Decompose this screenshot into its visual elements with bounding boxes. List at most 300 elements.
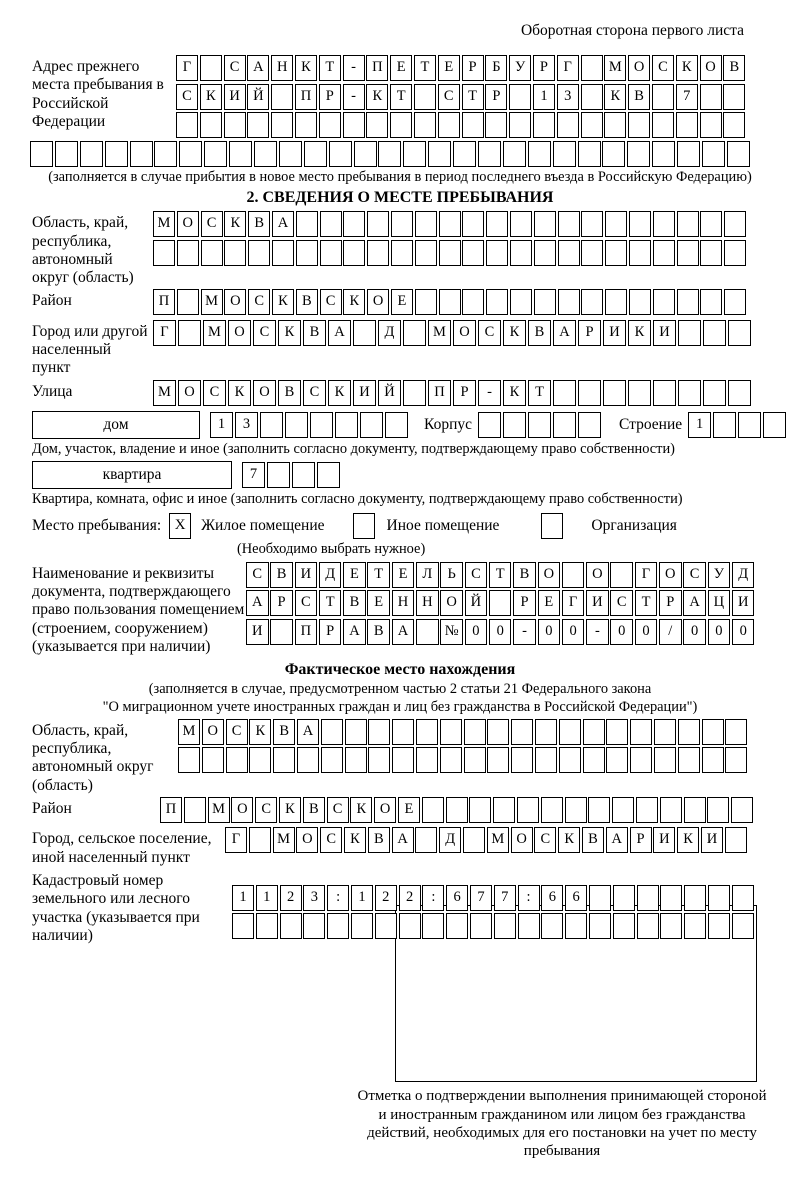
char-cell[interactable]: [486, 289, 508, 315]
char-cell[interactable]: А: [343, 619, 366, 645]
char-cell[interactable]: [678, 320, 701, 346]
char-cell[interactable]: [391, 211, 413, 237]
char-cell[interactable]: В: [628, 84, 650, 110]
char-cell[interactable]: [414, 84, 436, 110]
char-cell[interactable]: [578, 380, 601, 406]
char-cell[interactable]: [271, 112, 293, 138]
char-cell[interactable]: -: [343, 55, 365, 81]
char-cell[interactable]: [583, 747, 605, 773]
char-cell[interactable]: [178, 320, 201, 346]
char-cell[interactable]: 3: [235, 412, 258, 438]
char-cell[interactable]: [637, 913, 659, 939]
char-cell[interactable]: 0: [708, 619, 731, 645]
char-cell[interactable]: [272, 240, 294, 266]
char-cell[interactable]: А: [553, 320, 576, 346]
char-cell[interactable]: В: [368, 827, 390, 853]
char-cell[interactable]: [354, 141, 377, 167]
char-cell[interactable]: [462, 289, 484, 315]
char-cell[interactable]: :: [422, 885, 444, 911]
char-cell[interactable]: [660, 797, 682, 823]
char-cell[interactable]: Р: [630, 827, 652, 853]
char-cell[interactable]: [653, 240, 675, 266]
char-cell[interactable]: С: [303, 380, 326, 406]
char-cell[interactable]: 2: [399, 885, 421, 911]
char-cell[interactable]: [270, 619, 293, 645]
char-cell[interactable]: [724, 289, 746, 315]
char-cell[interactable]: [677, 141, 700, 167]
char-cell[interactable]: [610, 562, 633, 588]
char-cell[interactable]: 7: [242, 462, 265, 488]
char-cell[interactable]: [55, 141, 78, 167]
char-cell[interactable]: Т: [390, 84, 412, 110]
char-cell[interactable]: Г: [557, 55, 579, 81]
char-cell[interactable]: [636, 797, 658, 823]
char-cell[interactable]: [703, 380, 726, 406]
char-cell[interactable]: 0: [489, 619, 512, 645]
char-cell[interactable]: [702, 747, 724, 773]
char-cell[interactable]: [763, 412, 786, 438]
char-cell[interactable]: [327, 913, 349, 939]
char-cell[interactable]: [613, 885, 635, 911]
char-cell[interactable]: [422, 797, 444, 823]
char-cell[interactable]: О: [440, 590, 463, 616]
char-cell[interactable]: [267, 462, 290, 488]
char-cell[interactable]: [581, 289, 603, 315]
char-cell[interactable]: В: [367, 619, 390, 645]
char-cell[interactable]: М: [201, 289, 223, 315]
char-cell[interactable]: [629, 289, 651, 315]
char-cell[interactable]: [652, 141, 675, 167]
char-cell[interactable]: -: [513, 619, 536, 645]
char-cell[interactable]: [153, 240, 175, 266]
char-cell[interactable]: [494, 913, 516, 939]
char-cell[interactable]: Л: [416, 562, 439, 588]
char-cell[interactable]: [343, 240, 365, 266]
char-cell[interactable]: 0: [562, 619, 585, 645]
char-cell[interactable]: Г: [562, 590, 585, 616]
char-cell[interactable]: 1: [232, 885, 254, 911]
char-cell[interactable]: К: [278, 320, 301, 346]
char-cell[interactable]: М: [604, 55, 626, 81]
char-cell[interactable]: [581, 211, 603, 237]
char-cell[interactable]: [565, 797, 587, 823]
char-cell[interactable]: [578, 412, 601, 438]
char-cell[interactable]: И: [246, 619, 269, 645]
char-cell[interactable]: Т: [489, 562, 512, 588]
char-cell[interactable]: [226, 747, 248, 773]
char-cell[interactable]: [653, 211, 675, 237]
char-cell[interactable]: И: [603, 320, 626, 346]
char-cell[interactable]: И: [701, 827, 723, 853]
char-cell[interactable]: С: [683, 562, 706, 588]
char-cell[interactable]: 2: [375, 885, 397, 911]
char-cell[interactable]: [602, 141, 625, 167]
char-cell[interactable]: В: [296, 289, 318, 315]
char-cell[interactable]: [732, 913, 754, 939]
char-cell[interactable]: [605, 289, 627, 315]
char-cell[interactable]: Т: [319, 590, 342, 616]
char-cell[interactable]: У: [509, 55, 531, 81]
char-cell[interactable]: [375, 913, 397, 939]
char-cell[interactable]: Р: [578, 320, 601, 346]
char-cell[interactable]: [329, 141, 352, 167]
char-cell[interactable]: 0: [635, 619, 658, 645]
char-cell[interactable]: [653, 289, 675, 315]
char-cell[interactable]: И: [224, 84, 246, 110]
char-cell[interactable]: [528, 412, 551, 438]
char-cell[interactable]: К: [272, 289, 294, 315]
char-cell[interactable]: К: [558, 827, 580, 853]
char-cell[interactable]: К: [224, 211, 246, 237]
char-cell[interactable]: [80, 141, 103, 167]
char-cell[interactable]: [493, 797, 515, 823]
char-cell[interactable]: [378, 141, 401, 167]
char-cell[interactable]: К: [343, 289, 365, 315]
char-cell[interactable]: [321, 747, 343, 773]
char-cell[interactable]: [343, 112, 365, 138]
char-cell[interactable]: [232, 913, 254, 939]
char-cell[interactable]: Р: [270, 590, 293, 616]
char-cell[interactable]: [403, 141, 426, 167]
char-cell[interactable]: [725, 719, 747, 745]
char-cell[interactable]: А: [328, 320, 351, 346]
char-cell[interactable]: [606, 747, 628, 773]
char-cell[interactable]: [653, 380, 676, 406]
char-cell[interactable]: Ц: [708, 590, 731, 616]
char-cell[interactable]: [558, 289, 580, 315]
char-cell[interactable]: [541, 913, 563, 939]
char-cell[interactable]: [416, 747, 438, 773]
char-cell[interactable]: [367, 211, 389, 237]
char-cell[interactable]: [249, 827, 271, 853]
char-cell[interactable]: К: [503, 320, 526, 346]
char-cell[interactable]: [628, 380, 651, 406]
char-cell[interactable]: [177, 289, 199, 315]
char-cell[interactable]: О: [628, 55, 650, 81]
char-cell[interactable]: [723, 112, 745, 138]
char-cell[interactable]: [534, 240, 556, 266]
char-cell[interactable]: Д: [732, 562, 755, 588]
char-cell[interactable]: Р: [659, 590, 682, 616]
char-cell[interactable]: [728, 380, 751, 406]
char-cell[interactable]: [439, 289, 461, 315]
char-cell[interactable]: [416, 619, 439, 645]
char-cell[interactable]: Е: [367, 590, 390, 616]
char-cell[interactable]: [503, 141, 526, 167]
char-cell[interactable]: [588, 797, 610, 823]
char-cell[interactable]: [403, 320, 426, 346]
char-cell[interactable]: В: [273, 719, 295, 745]
char-cell[interactable]: [351, 913, 373, 939]
char-cell[interactable]: [360, 412, 383, 438]
char-cell[interactable]: [439, 240, 461, 266]
char-cell[interactable]: [660, 885, 682, 911]
char-cell[interactable]: [700, 211, 722, 237]
char-cell[interactable]: [628, 112, 650, 138]
char-cell[interactable]: С: [320, 827, 342, 853]
char-cell[interactable]: [440, 719, 462, 745]
char-cell[interactable]: [509, 84, 531, 110]
char-cell[interactable]: [279, 141, 302, 167]
char-cell[interactable]: [581, 55, 603, 81]
char-cell[interactable]: И: [653, 320, 676, 346]
char-cell[interactable]: [589, 885, 611, 911]
char-cell[interactable]: В: [582, 827, 604, 853]
char-cell[interactable]: [310, 412, 333, 438]
char-cell[interactable]: [604, 112, 626, 138]
char-cell[interactable]: Т: [414, 55, 436, 81]
char-cell[interactable]: [415, 211, 437, 237]
char-cell[interactable]: [678, 747, 700, 773]
char-cell[interactable]: С: [248, 289, 270, 315]
char-cell[interactable]: Е: [390, 55, 412, 81]
char-cell[interactable]: [345, 719, 367, 745]
char-cell[interactable]: [654, 719, 676, 745]
char-cell[interactable]: А: [272, 211, 294, 237]
char-cell[interactable]: К: [249, 719, 271, 745]
char-cell[interactable]: О: [296, 827, 318, 853]
char-cell[interactable]: [654, 747, 676, 773]
char-cell[interactable]: О: [511, 827, 533, 853]
char-cell[interactable]: [738, 412, 761, 438]
char-cell[interactable]: М: [153, 211, 175, 237]
char-cell[interactable]: [677, 289, 699, 315]
char-cell[interactable]: 1: [351, 885, 373, 911]
char-cell[interactable]: Й: [247, 84, 269, 110]
char-cell[interactable]: [700, 112, 722, 138]
char-cell[interactable]: С: [295, 590, 318, 616]
char-cell[interactable]: [541, 797, 563, 823]
char-cell[interactable]: В: [303, 797, 325, 823]
char-cell[interactable]: А: [247, 55, 269, 81]
char-cell[interactable]: Й: [465, 590, 488, 616]
char-cell[interactable]: [562, 562, 585, 588]
char-cell[interactable]: [684, 913, 706, 939]
char-cell[interactable]: [453, 141, 476, 167]
char-cell[interactable]: [578, 141, 601, 167]
char-cell[interactable]: [637, 885, 659, 911]
char-cell[interactable]: [130, 141, 153, 167]
char-cell[interactable]: [470, 913, 492, 939]
char-cell[interactable]: С: [610, 590, 633, 616]
char-cell[interactable]: [700, 289, 722, 315]
char-cell[interactable]: [403, 380, 426, 406]
char-cell[interactable]: [630, 747, 652, 773]
char-cell[interactable]: -: [343, 84, 365, 110]
char-cell[interactable]: [249, 747, 271, 773]
char-cell[interactable]: [510, 240, 532, 266]
char-cell[interactable]: [439, 211, 461, 237]
char-cell[interactable]: К: [628, 320, 651, 346]
char-cell[interactable]: С: [652, 55, 674, 81]
char-cell[interactable]: 7: [494, 885, 516, 911]
char-cell[interactable]: О: [700, 55, 722, 81]
char-cell[interactable]: /: [659, 619, 682, 645]
char-cell[interactable]: [703, 320, 726, 346]
char-cell[interactable]: [713, 412, 736, 438]
char-cell[interactable]: С: [534, 827, 556, 853]
char-cell[interactable]: Е: [438, 55, 460, 81]
char-cell[interactable]: [280, 913, 302, 939]
char-cell[interactable]: Г: [176, 55, 198, 81]
char-cell[interactable]: [612, 797, 634, 823]
char-cell[interactable]: [202, 747, 224, 773]
char-cell[interactable]: [724, 240, 746, 266]
char-cell[interactable]: Д: [378, 320, 401, 346]
char-cell[interactable]: [486, 211, 508, 237]
char-cell[interactable]: [708, 913, 730, 939]
char-cell[interactable]: [676, 112, 698, 138]
char-cell[interactable]: [478, 412, 501, 438]
char-cell[interactable]: О: [586, 562, 609, 588]
char-cell[interactable]: [30, 141, 53, 167]
char-cell[interactable]: [463, 827, 485, 853]
char-cell[interactable]: [605, 240, 627, 266]
char-cell[interactable]: Т: [528, 380, 551, 406]
char-cell[interactable]: [517, 797, 539, 823]
char-cell[interactable]: [489, 590, 512, 616]
char-cell[interactable]: 7: [470, 885, 492, 911]
char-cell[interactable]: О: [659, 562, 682, 588]
char-cell[interactable]: 0: [610, 619, 633, 645]
char-cell[interactable]: [589, 913, 611, 939]
char-cell[interactable]: С: [438, 84, 460, 110]
char-cell[interactable]: [728, 320, 751, 346]
char-cell[interactable]: М: [487, 827, 509, 853]
char-cell[interactable]: С: [327, 797, 349, 823]
char-cell[interactable]: [256, 913, 278, 939]
char-cell[interactable]: Н: [392, 590, 415, 616]
char-cell[interactable]: [627, 141, 650, 167]
char-cell[interactable]: [440, 747, 462, 773]
char-cell[interactable]: -: [586, 619, 609, 645]
char-cell[interactable]: А: [297, 719, 319, 745]
char-cell[interactable]: Е: [538, 590, 561, 616]
char-cell[interactable]: [285, 412, 308, 438]
char-cell[interactable]: П: [160, 797, 182, 823]
char-cell[interactable]: Д: [319, 562, 342, 588]
char-cell[interactable]: [415, 827, 437, 853]
char-cell[interactable]: [260, 412, 283, 438]
char-cell[interactable]: О: [224, 289, 246, 315]
char-cell[interactable]: К: [295, 55, 317, 81]
char-cell[interactable]: П: [428, 380, 451, 406]
char-cell[interactable]: [462, 112, 484, 138]
char-cell[interactable]: [391, 240, 413, 266]
char-cell[interactable]: [510, 211, 532, 237]
residential-checkbox[interactable]: X: [169, 513, 191, 539]
char-cell[interactable]: К: [200, 84, 222, 110]
char-cell[interactable]: [511, 747, 533, 773]
char-cell[interactable]: А: [392, 827, 414, 853]
char-cell[interactable]: [428, 141, 451, 167]
char-cell[interactable]: О: [231, 797, 253, 823]
char-cell[interactable]: [528, 141, 551, 167]
char-cell[interactable]: И: [586, 590, 609, 616]
char-cell[interactable]: Г: [635, 562, 658, 588]
other-premises-checkbox[interactable]: [353, 513, 375, 539]
char-cell[interactable]: А: [606, 827, 628, 853]
char-cell[interactable]: П: [366, 55, 388, 81]
char-cell[interactable]: А: [683, 590, 706, 616]
char-cell[interactable]: [678, 380, 701, 406]
char-cell[interactable]: [303, 913, 325, 939]
char-cell[interactable]: [184, 797, 206, 823]
char-cell[interactable]: Н: [416, 590, 439, 616]
char-cell[interactable]: [518, 913, 540, 939]
char-cell[interactable]: 1: [210, 412, 233, 438]
char-cell[interactable]: С: [176, 84, 198, 110]
char-cell[interactable]: [368, 719, 390, 745]
char-cell[interactable]: О: [367, 289, 389, 315]
char-cell[interactable]: [392, 719, 414, 745]
char-cell[interactable]: С: [320, 289, 342, 315]
char-cell[interactable]: [511, 719, 533, 745]
char-cell[interactable]: [415, 289, 437, 315]
char-cell[interactable]: [200, 55, 222, 81]
char-cell[interactable]: Е: [398, 797, 420, 823]
char-cell[interactable]: 6: [565, 885, 587, 911]
char-cell[interactable]: [553, 141, 576, 167]
char-cell[interactable]: П: [295, 84, 317, 110]
char-cell[interactable]: 6: [541, 885, 563, 911]
char-cell[interactable]: [399, 913, 421, 939]
char-cell[interactable]: С: [203, 380, 226, 406]
char-cell[interactable]: [510, 289, 532, 315]
char-cell[interactable]: [677, 240, 699, 266]
char-cell[interactable]: В: [723, 55, 745, 81]
char-cell[interactable]: [469, 797, 491, 823]
char-cell[interactable]: К: [604, 84, 626, 110]
char-cell[interactable]: Р: [513, 590, 536, 616]
char-cell[interactable]: [558, 240, 580, 266]
char-cell[interactable]: [345, 747, 367, 773]
char-cell[interactable]: [385, 412, 408, 438]
char-cell[interactable]: Р: [319, 84, 341, 110]
char-cell[interactable]: [559, 719, 581, 745]
char-cell[interactable]: Е: [392, 562, 415, 588]
char-cell[interactable]: [247, 112, 269, 138]
char-cell[interactable]: 7: [676, 84, 698, 110]
char-cell[interactable]: [509, 112, 531, 138]
char-cell[interactable]: [630, 719, 652, 745]
char-cell[interactable]: К: [350, 797, 372, 823]
char-cell[interactable]: С: [255, 797, 277, 823]
char-cell[interactable]: 6: [446, 885, 468, 911]
char-cell[interactable]: Й: [378, 380, 401, 406]
char-cell[interactable]: [660, 913, 682, 939]
char-cell[interactable]: [533, 112, 555, 138]
organization-checkbox[interactable]: [541, 513, 563, 539]
char-cell[interactable]: [652, 84, 674, 110]
char-cell[interactable]: В: [528, 320, 551, 346]
char-cell[interactable]: В: [513, 562, 536, 588]
char-cell[interactable]: Р: [533, 55, 555, 81]
char-cell[interactable]: [446, 797, 468, 823]
char-cell[interactable]: О: [178, 380, 201, 406]
char-cell[interactable]: Т: [367, 562, 390, 588]
char-cell[interactable]: О: [374, 797, 396, 823]
char-cell[interactable]: К: [676, 55, 698, 81]
char-cell[interactable]: М: [208, 797, 230, 823]
char-cell[interactable]: 0: [465, 619, 488, 645]
char-cell[interactable]: [273, 747, 295, 773]
char-cell[interactable]: [606, 719, 628, 745]
char-cell[interactable]: Б: [485, 55, 507, 81]
char-cell[interactable]: [485, 112, 507, 138]
char-cell[interactable]: К: [503, 380, 526, 406]
char-cell[interactable]: С: [478, 320, 501, 346]
